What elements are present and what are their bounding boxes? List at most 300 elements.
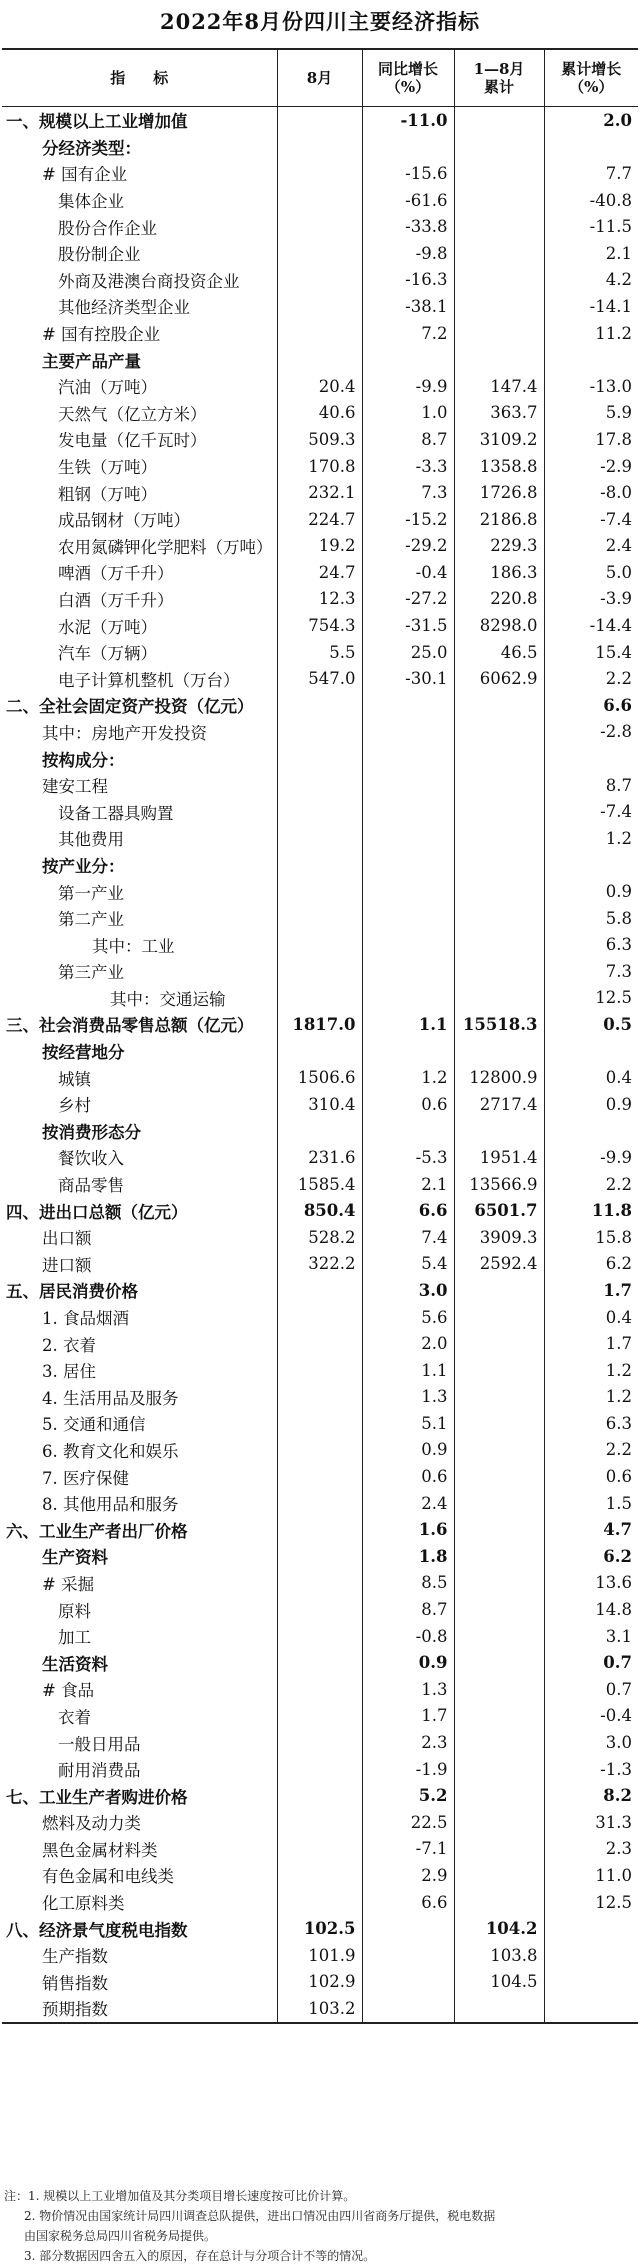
table-row [2, 1330, 638, 1357]
cell-yoy [362, 958, 454, 985]
cell-yoy: -15.2 [362, 506, 454, 533]
cell-cumulative: 2186.8 [454, 506, 544, 533]
table-row [2, 852, 638, 879]
header-month: 8月 [277, 49, 362, 107]
table-row [2, 1410, 638, 1437]
cell-month [277, 1729, 362, 1756]
row-label: 7. 医疗保健 [2, 1463, 277, 1490]
table-row [2, 1942, 638, 1969]
cell-cumulative: 1358.8 [454, 453, 544, 480]
cell-cumulative-growth: -9.9 [544, 1144, 638, 1171]
cell-yoy [362, 692, 454, 719]
cell-cumulative: 3909.3 [454, 1224, 544, 1251]
cell-month [277, 187, 362, 214]
cell-month [277, 1703, 362, 1730]
cell-cumulative [454, 931, 544, 958]
cell-month [277, 1889, 362, 1916]
row-label: 水泥（万吨） [2, 612, 277, 639]
table-row [2, 931, 638, 958]
cell-cumulative [454, 187, 544, 214]
cell-cumulative-growth: 4.7 [544, 1516, 638, 1543]
cell-cumulative: 8298.0 [454, 612, 544, 639]
cell-yoy: -3.3 [362, 453, 454, 480]
cell-cumulative [454, 798, 544, 825]
cell-month [277, 1782, 362, 1809]
cell-cumulative-growth: -3.9 [544, 586, 638, 613]
table-row [2, 1596, 638, 1623]
cell-yoy: -29.2 [362, 533, 454, 560]
row-label: 按产业分： [2, 852, 277, 879]
row-label: 粗钢（万吨） [2, 479, 277, 506]
cell-month [277, 1304, 362, 1331]
cell-yoy [362, 719, 454, 746]
row-label: 第二产业 [2, 905, 277, 932]
cell-yoy: -9.8 [362, 240, 454, 267]
row-label: 生铁（万吨） [2, 453, 277, 480]
cell-cumulative-growth: 5.8 [544, 905, 638, 932]
cell-cumulative-growth [544, 1038, 638, 1065]
cell-cumulative-growth: -14.1 [544, 293, 638, 320]
cell-yoy: 1.2 [362, 1064, 454, 1091]
cell-yoy: 0.6 [362, 1091, 454, 1118]
header-cumulative: 1—8月 累计 [454, 49, 544, 107]
cell-cumulative-growth: -0.4 [544, 1703, 638, 1730]
cell-cumulative-growth: 11.0 [544, 1862, 638, 1889]
row-label: 天然气（亿立方米） [2, 400, 277, 427]
cell-cumulative [454, 719, 544, 746]
cell-month: 20.4 [277, 373, 362, 400]
cell-cumulative-growth: 5.9 [544, 400, 638, 427]
cell-cumulative-growth: 14.8 [544, 1596, 638, 1623]
cell-month [277, 1836, 362, 1863]
table-row [2, 1915, 638, 1942]
row-label: 生产资料 [2, 1543, 277, 1570]
table-row [2, 346, 638, 373]
cell-month: 509.3 [277, 426, 362, 453]
cell-month: 850.4 [277, 1197, 362, 1224]
cell-cumulative-growth: 0.6 [544, 1463, 638, 1490]
cell-cumulative [454, 107, 544, 134]
table-row [2, 1197, 638, 1224]
cell-yoy [362, 1942, 454, 1969]
cell-yoy: 8.7 [362, 1596, 454, 1623]
cell-month [277, 1437, 362, 1464]
cell-cumulative [454, 1596, 544, 1623]
table-row [2, 586, 638, 613]
cell-month: 103.2 [277, 1995, 362, 2023]
table-row [2, 825, 638, 852]
cell-yoy: 2.9 [362, 1862, 454, 1889]
cell-yoy: 1.1 [362, 1011, 454, 1038]
row-label: 6. 教育文化和娱乐 [2, 1437, 277, 1464]
cell-cumulative [454, 1490, 544, 1517]
cell-yoy: 5.6 [362, 1304, 454, 1331]
cell-yoy: -7.1 [362, 1836, 454, 1863]
table-row [2, 1623, 638, 1650]
cell-yoy [362, 852, 454, 879]
table-row [2, 772, 638, 799]
cell-month: 754.3 [277, 612, 362, 639]
table-row [2, 1144, 638, 1171]
cell-cumulative [454, 1118, 544, 1145]
cell-cumulative-growth: 6.2 [544, 1251, 638, 1278]
cell-cumulative [454, 905, 544, 932]
cell-yoy: 0.6 [362, 1463, 454, 1490]
table-row [2, 559, 638, 586]
cell-yoy: 7.4 [362, 1224, 454, 1251]
row-label: 主要产品产量 [2, 346, 277, 373]
cell-cumulative [454, 1836, 544, 1863]
cell-month [277, 267, 362, 294]
cell-cumulative [454, 1809, 544, 1836]
cell-cumulative [454, 985, 544, 1012]
row-label: 销售指数 [2, 1969, 277, 1996]
cell-cumulative [454, 1437, 544, 1464]
row-label: 预期指数 [2, 1995, 277, 2023]
cell-month [277, 798, 362, 825]
cell-month: 19.2 [277, 533, 362, 560]
cell-yoy: -38.1 [362, 293, 454, 320]
cell-yoy: 22.5 [362, 1809, 454, 1836]
cell-month: 231.6 [277, 1144, 362, 1171]
cell-month: 102.9 [277, 1969, 362, 1996]
table-row [2, 1251, 638, 1278]
cell-cumulative [454, 240, 544, 267]
cell-month [277, 1862, 362, 1889]
table-row [2, 1490, 638, 1517]
cell-cumulative-growth: 1.7 [544, 1330, 638, 1357]
cell-month [277, 931, 362, 958]
cell-month [277, 825, 362, 852]
cell-month: 40.6 [277, 400, 362, 427]
cell-month [277, 745, 362, 772]
cell-cumulative [454, 1463, 544, 1490]
cell-cumulative-growth: -2.9 [544, 453, 638, 480]
cell-month [277, 1596, 362, 1623]
cell-yoy [362, 985, 454, 1012]
cell-cumulative: 186.3 [454, 559, 544, 586]
row-label: 原料 [2, 1596, 277, 1623]
cell-yoy [362, 878, 454, 905]
cell-yoy: 5.4 [362, 1251, 454, 1278]
row-label: 电子计算机整机（万台） [2, 665, 277, 692]
cell-month [277, 213, 362, 240]
header-cumulative-growth: 累计增长 （%） [544, 49, 638, 107]
table-row [2, 1064, 638, 1091]
cell-month [277, 772, 362, 799]
row-label: 5. 交通和通信 [2, 1410, 277, 1437]
cell-yoy: 8.5 [362, 1570, 454, 1597]
row-label: 股份合作企业 [2, 213, 277, 240]
table-row [2, 187, 638, 214]
row-label: 8. 其他用品和服务 [2, 1490, 277, 1517]
cell-cumulative-growth: 6.6 [544, 692, 638, 719]
cell-month: 5.5 [277, 639, 362, 666]
cell-cumulative [454, 293, 544, 320]
table-row [2, 719, 638, 746]
table-row [2, 1570, 638, 1597]
cell-yoy: -5.3 [362, 1144, 454, 1171]
cell-month [277, 958, 362, 985]
cell-yoy: 5.1 [362, 1410, 454, 1437]
cell-month [277, 1277, 362, 1304]
cell-yoy: 6.6 [362, 1889, 454, 1916]
cell-cumulative-growth: 2.0 [544, 107, 638, 134]
cell-cumulative [454, 1410, 544, 1437]
cell-month: 170.8 [277, 453, 362, 480]
cell-cumulative-growth: 31.3 [544, 1809, 638, 1836]
header-indicator: 指标 [2, 49, 277, 107]
cell-cumulative: 103.8 [454, 1942, 544, 1969]
page-title: 2022年8月份四川主要经济指标 [159, 9, 481, 34]
cell-yoy: -33.8 [362, 213, 454, 240]
cell-cumulative [454, 1623, 544, 1650]
cell-cumulative-growth [544, 1942, 638, 1969]
cell-month [277, 1490, 362, 1517]
cell-cumulative-growth: -13.0 [544, 373, 638, 400]
row-label: 按经营地分 [2, 1038, 277, 1065]
cell-cumulative-growth: 1.5 [544, 1490, 638, 1517]
cell-month: 1817.0 [277, 1011, 362, 1038]
row-label: 其他经济类型企业 [2, 293, 277, 320]
row-label: 黑色金属材料类 [2, 1836, 277, 1863]
row-label: 三、社会消费品零售总额（亿元） [2, 1011, 277, 1038]
cell-yoy: 1.0 [362, 400, 454, 427]
row-label: 商品零售 [2, 1171, 277, 1198]
row-label: 白酒（万千升） [2, 586, 277, 613]
cell-cumulative-growth: 12.5 [544, 985, 638, 1012]
table-row [2, 160, 638, 187]
cell-cumulative-growth: -2.8 [544, 719, 638, 746]
cell-cumulative-growth: 8.7 [544, 772, 638, 799]
row-label: 集体企业 [2, 187, 277, 214]
cell-cumulative-growth: 11.8 [544, 1197, 638, 1224]
cell-cumulative [454, 320, 544, 347]
row-label: 燃料及动力类 [2, 1809, 277, 1836]
row-label: 七、工业生产者购进价格 [2, 1782, 277, 1809]
cell-cumulative [454, 1384, 544, 1411]
cell-yoy: -30.1 [362, 665, 454, 692]
cell-cumulative: 2592.4 [454, 1251, 544, 1278]
cell-cumulative: 1951.4 [454, 1144, 544, 1171]
cell-month [277, 1623, 362, 1650]
cell-yoy [362, 134, 454, 161]
table-row [2, 1038, 638, 1065]
cell-cumulative-growth: 2.4 [544, 533, 638, 560]
cell-cumulative [454, 1357, 544, 1384]
row-label: 其他费用 [2, 825, 277, 852]
cell-yoy [362, 1969, 454, 1996]
cell-cumulative-growth: 15.4 [544, 639, 638, 666]
table-row [2, 1224, 638, 1251]
cell-cumulative-growth: 1.2 [544, 1384, 638, 1411]
cell-cumulative-growth: 6.3 [544, 931, 638, 958]
table-header-row [2, 49, 638, 107]
table-row [2, 905, 638, 932]
cell-cumulative [454, 1543, 544, 1570]
cell-cumulative-growth: 3.1 [544, 1623, 638, 1650]
table-row [2, 320, 638, 347]
row-label: 二、全社会固定资产投资（亿元） [2, 692, 277, 719]
table-row [2, 134, 638, 161]
cell-yoy: -11.0 [362, 107, 454, 134]
cell-month: 547.0 [277, 665, 362, 692]
cell-yoy: 0.9 [362, 1649, 454, 1676]
row-label: 其中：工业 [2, 931, 277, 958]
cell-cumulative-growth: -11.5 [544, 213, 638, 240]
table-row [2, 240, 638, 267]
cell-cumulative-growth: 2.1 [544, 240, 638, 267]
cell-cumulative [454, 1995, 544, 2023]
row-label: 4. 生活用品及服务 [2, 1384, 277, 1411]
cell-cumulative-growth: 0.9 [544, 878, 638, 905]
cell-month [277, 1676, 362, 1703]
cell-yoy: 1.8 [362, 1543, 454, 1570]
table-row [2, 745, 638, 772]
cell-cumulative [454, 267, 544, 294]
cell-yoy: 8.7 [362, 426, 454, 453]
cell-cumulative-growth: 2.2 [544, 1437, 638, 1464]
cell-month [277, 852, 362, 879]
table-row [2, 878, 638, 905]
cell-yoy: 25.0 [362, 639, 454, 666]
cell-cumulative [454, 160, 544, 187]
cell-month: 1506.6 [277, 1064, 362, 1091]
cell-cumulative [454, 1889, 544, 1916]
row-label: 耐用消费品 [2, 1756, 277, 1783]
row-label: 设备工器具购置 [2, 798, 277, 825]
table-row [2, 985, 638, 1012]
row-label: 汽车（万辆） [2, 639, 277, 666]
row-label: 八、经济景气度税电指数 [2, 1915, 277, 1942]
cell-yoy: 1.7 [362, 1703, 454, 1730]
cell-yoy: 2.0 [362, 1330, 454, 1357]
row-label: # 采掘 [2, 1570, 277, 1597]
cell-cumulative [454, 1330, 544, 1357]
cell-cumulative [454, 1729, 544, 1756]
row-label: 五、居民消费价格 [2, 1277, 277, 1304]
cell-cumulative-growth [544, 1118, 638, 1145]
table-row [2, 1463, 638, 1490]
table-row [2, 639, 638, 666]
table-row [2, 1729, 638, 1756]
cell-month [277, 1384, 362, 1411]
table-row [2, 612, 638, 639]
cell-yoy [362, 1038, 454, 1065]
cell-month [277, 160, 362, 187]
cell-month [277, 1649, 362, 1676]
table-row [2, 426, 638, 453]
cell-cumulative [454, 1304, 544, 1331]
row-label: 进口额 [2, 1251, 277, 1278]
cell-month [277, 1463, 362, 1490]
row-label: 外商及港澳台商投资企业 [2, 267, 277, 294]
cell-cumulative [454, 692, 544, 719]
row-label: 股份制企业 [2, 240, 277, 267]
cell-cumulative [454, 1516, 544, 1543]
table-row [2, 1118, 638, 1145]
table-row [2, 479, 638, 506]
cell-cumulative: 147.4 [454, 373, 544, 400]
cell-cumulative-growth: 0.7 [544, 1649, 638, 1676]
cell-cumulative [454, 825, 544, 852]
table-row [2, 1384, 638, 1411]
cell-yoy [362, 1915, 454, 1942]
table-row [2, 1756, 638, 1783]
footnote-2b: 由国家税务总局四川省税务局提供。 [24, 2229, 217, 2243]
cell-month [277, 1756, 362, 1783]
table-row [2, 1171, 638, 1198]
table-body [2, 107, 638, 2023]
row-label: 六、工业生产者出厂价格 [2, 1516, 277, 1543]
cell-cumulative-growth: -7.4 [544, 506, 638, 533]
cell-yoy [362, 346, 454, 373]
table-row [2, 1649, 638, 1676]
cell-yoy [362, 931, 454, 958]
row-label: # 国有控股企业 [2, 320, 277, 347]
cell-yoy: 1.3 [362, 1384, 454, 1411]
cell-cumulative: 6062.9 [454, 665, 544, 692]
table-row [2, 665, 638, 692]
cell-cumulative [454, 346, 544, 373]
cell-cumulative-growth [544, 346, 638, 373]
cell-cumulative-growth: 5.0 [544, 559, 638, 586]
cell-yoy: 1.6 [362, 1516, 454, 1543]
cell-cumulative-growth [544, 134, 638, 161]
cell-cumulative: 229.3 [454, 533, 544, 560]
cell-cumulative-growth: 0.4 [544, 1304, 638, 1331]
cell-month [277, 692, 362, 719]
table-row [2, 1862, 638, 1889]
cell-cumulative [454, 745, 544, 772]
table-row [2, 692, 638, 719]
table-row [2, 958, 638, 985]
cell-cumulative-growth: 2.2 [544, 1171, 638, 1198]
table-row [2, 1277, 638, 1304]
cell-yoy: 3.0 [362, 1277, 454, 1304]
cell-month [277, 1410, 362, 1437]
cell-cumulative: 13566.9 [454, 1171, 544, 1198]
cell-yoy [362, 1118, 454, 1145]
cell-yoy [362, 825, 454, 852]
table-row [2, 293, 638, 320]
table-row [2, 1995, 638, 2023]
cell-month [277, 1038, 362, 1065]
indicator-table [2, 48, 638, 2024]
cell-yoy: 5.2 [362, 1782, 454, 1809]
row-label: 啤酒（万千升） [2, 559, 277, 586]
table-row [2, 400, 638, 427]
row-label: # 国有企业 [2, 160, 277, 187]
row-label: 第三产业 [2, 958, 277, 985]
cell-cumulative [454, 1038, 544, 1065]
cell-cumulative-growth: 1.2 [544, 825, 638, 852]
cell-month [277, 293, 362, 320]
row-label: 一、规模以上工业增加值 [2, 107, 277, 134]
cell-yoy: 1.3 [362, 1676, 454, 1703]
cell-yoy: -0.8 [362, 1623, 454, 1650]
cell-yoy [362, 772, 454, 799]
table-row [2, 213, 638, 240]
cell-cumulative: 2717.4 [454, 1091, 544, 1118]
cell-yoy: 1.1 [362, 1357, 454, 1384]
footnote-3: 3. 部分数据因四舍五入的原因，存在总计与分项合计不等的情况。 [24, 2249, 376, 2263]
cell-cumulative-growth: 7.3 [544, 958, 638, 985]
row-label: 2. 衣着 [2, 1330, 277, 1357]
row-label: 四、进出口总额（亿元） [2, 1197, 277, 1224]
cell-month [277, 1516, 362, 1543]
row-label: 成品钢材（万吨） [2, 506, 277, 533]
